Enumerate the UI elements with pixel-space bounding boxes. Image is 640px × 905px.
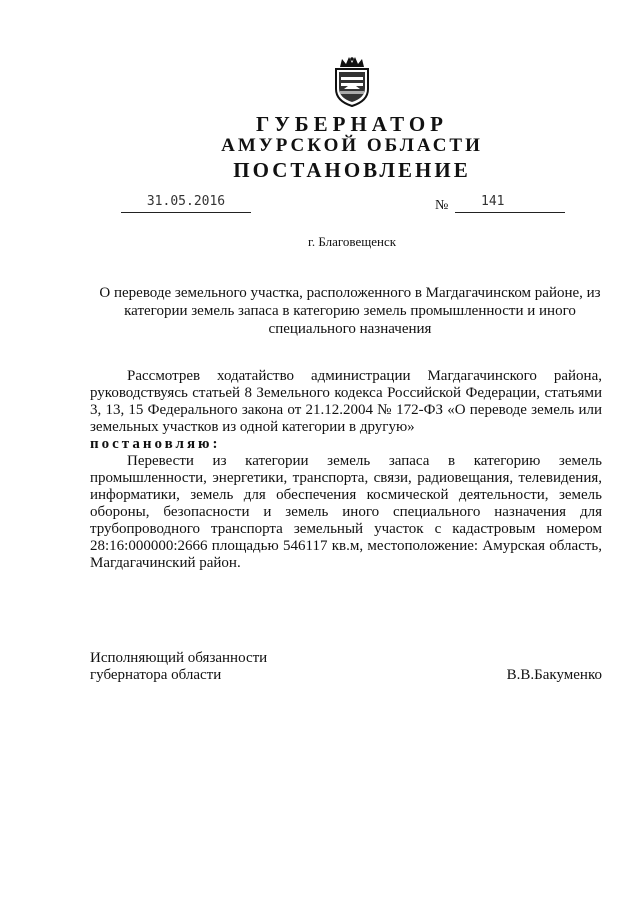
city-name: г. Благовещенск [307, 234, 397, 249]
decision-paragraph: Перевести из категории земель запаса в категорию земель промышленности, энергетики, транспорта, связи, радиовещания, телевидения, информатики, земель для обеспечения космической деятельности, земель обороны, безопасности и земель иного специального назначения для трубопроводного транспорта земельный участок с кадастровым номером 28:16:000000:2666 площадью 546117 кв.м, местоположение: Амурская область, Магдагачинский район. [90, 453, 602, 571]
decree-word: постановляю: [90, 436, 221, 452]
signatory-position [90, 650, 350, 684]
signatory-position-line1: Исполняющий обязанности [90, 650, 268, 666]
number-sign: № [435, 198, 449, 213]
document-type: ПОСТАНОВЛЕНИЕ [233, 158, 471, 182]
region-title: АМУРСКОЙ ОБЛАСТИ [221, 135, 483, 156]
document-number-field [455, 194, 565, 213]
issuer-title: ГУБЕРНАТОР [255, 112, 449, 136]
signatory-position-line2: губернатора области [90, 667, 222, 683]
document-subject: О переводе земельного участка, расположенного в Магдагачинском районе, из категории земель запаса в категорию земель промышленности и иного специального назначения [99, 285, 601, 337]
document-number: 141 [481, 194, 505, 209]
preamble-paragraph: Рассмотрев ходатайство администрации Магдагачинского района, руководствуясь статьей 8 Земельного кодекса Российской Федерации, статьями 3, 13, 15 Федерального закона от 21.12.2004 № 172-ФЗ «О переводе земель или земельных участков из одной категории в другую» [90, 368, 602, 435]
document-date: 31.05.2016 [121, 194, 251, 213]
document-body [90, 368, 602, 572]
signatory-name: В.В.Бакуменко [506, 667, 602, 683]
coat-of-arms-emblem-icon [330, 55, 374, 107]
